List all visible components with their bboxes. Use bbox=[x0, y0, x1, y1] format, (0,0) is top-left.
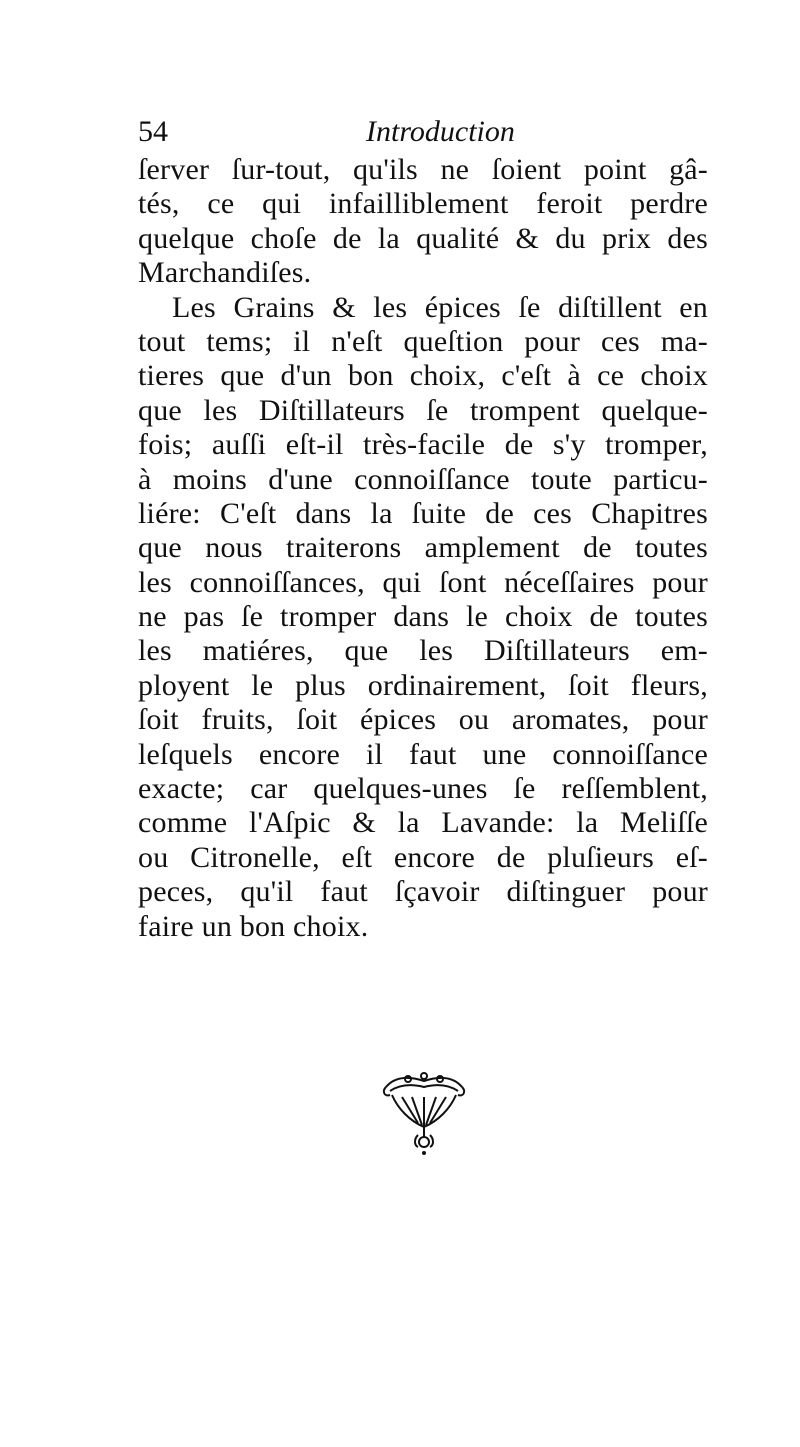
text-line: ſerver ſur-tout, qu'ils ne ſoient point gâ- bbox=[138, 153, 708, 186]
text-line: à moins d'une connoiſſance toute particu- bbox=[138, 462, 708, 496]
text-line: ne pas ſe tromper dans le choix de toutes bbox=[138, 600, 708, 634]
text-line: faire un bon choix. bbox=[138, 909, 369, 943]
text-line: peces, qu'il faut ſçavoir diſtinguer pour bbox=[138, 875, 708, 909]
text-line: tout tems; il n'eſt queſtion pour ces ma- bbox=[138, 324, 708, 358]
text-line: comme l'Aſpic & la Lavande: la Meliſſe bbox=[138, 806, 708, 840]
text-line: liére: C'eſt dans la ſuite de ces Chapitres bbox=[138, 496, 708, 530]
tailpiece-ornament-icon bbox=[378, 1065, 470, 1157]
text-line: tieres que d'un bon choix, c'eſt à ce choix bbox=[138, 359, 708, 393]
text-line: que nous traiterons amplement de toutes bbox=[138, 531, 708, 565]
text-line: ou Citronelle, eſt encore de pluſieurs eſ- bbox=[138, 840, 708, 874]
text-line: leſquels encore il faut une connoiſſance bbox=[138, 737, 708, 771]
text-line: ployent le plus ordinairement, ſoit fleurs, bbox=[138, 668, 708, 702]
text-line: que les Diſtillateurs ſe trompent quelque- bbox=[138, 393, 708, 427]
text-line: les matiéres, que les Diſtillateurs em- bbox=[138, 634, 708, 668]
text-line: Marchandiſes. bbox=[138, 256, 312, 290]
text-line: exacte; car quelques-unes ſe reſſemblent, bbox=[138, 772, 708, 806]
running-title: Introduction bbox=[366, 115, 515, 148]
text-line: quelque choſe de la qualité & du prix des bbox=[138, 221, 708, 255]
text-line: ſoit fruits, ſoit épices ou aromates, pour bbox=[138, 703, 708, 737]
page-number: 54 bbox=[138, 115, 168, 148]
text-line: Les Grains & les épices ſe diſtillent en bbox=[172, 290, 708, 324]
text-line: les connoiſſances, qui ſont néceſſaires pour bbox=[138, 565, 708, 599]
text-line: fois; auſſi eſt-il très-facile de s'y tromper, bbox=[138, 428, 708, 462]
running-head bbox=[138, 112, 708, 152]
text-line: tés, ce qui infailliblement feroit perdre bbox=[138, 187, 708, 221]
body-text bbox=[138, 153, 708, 944]
